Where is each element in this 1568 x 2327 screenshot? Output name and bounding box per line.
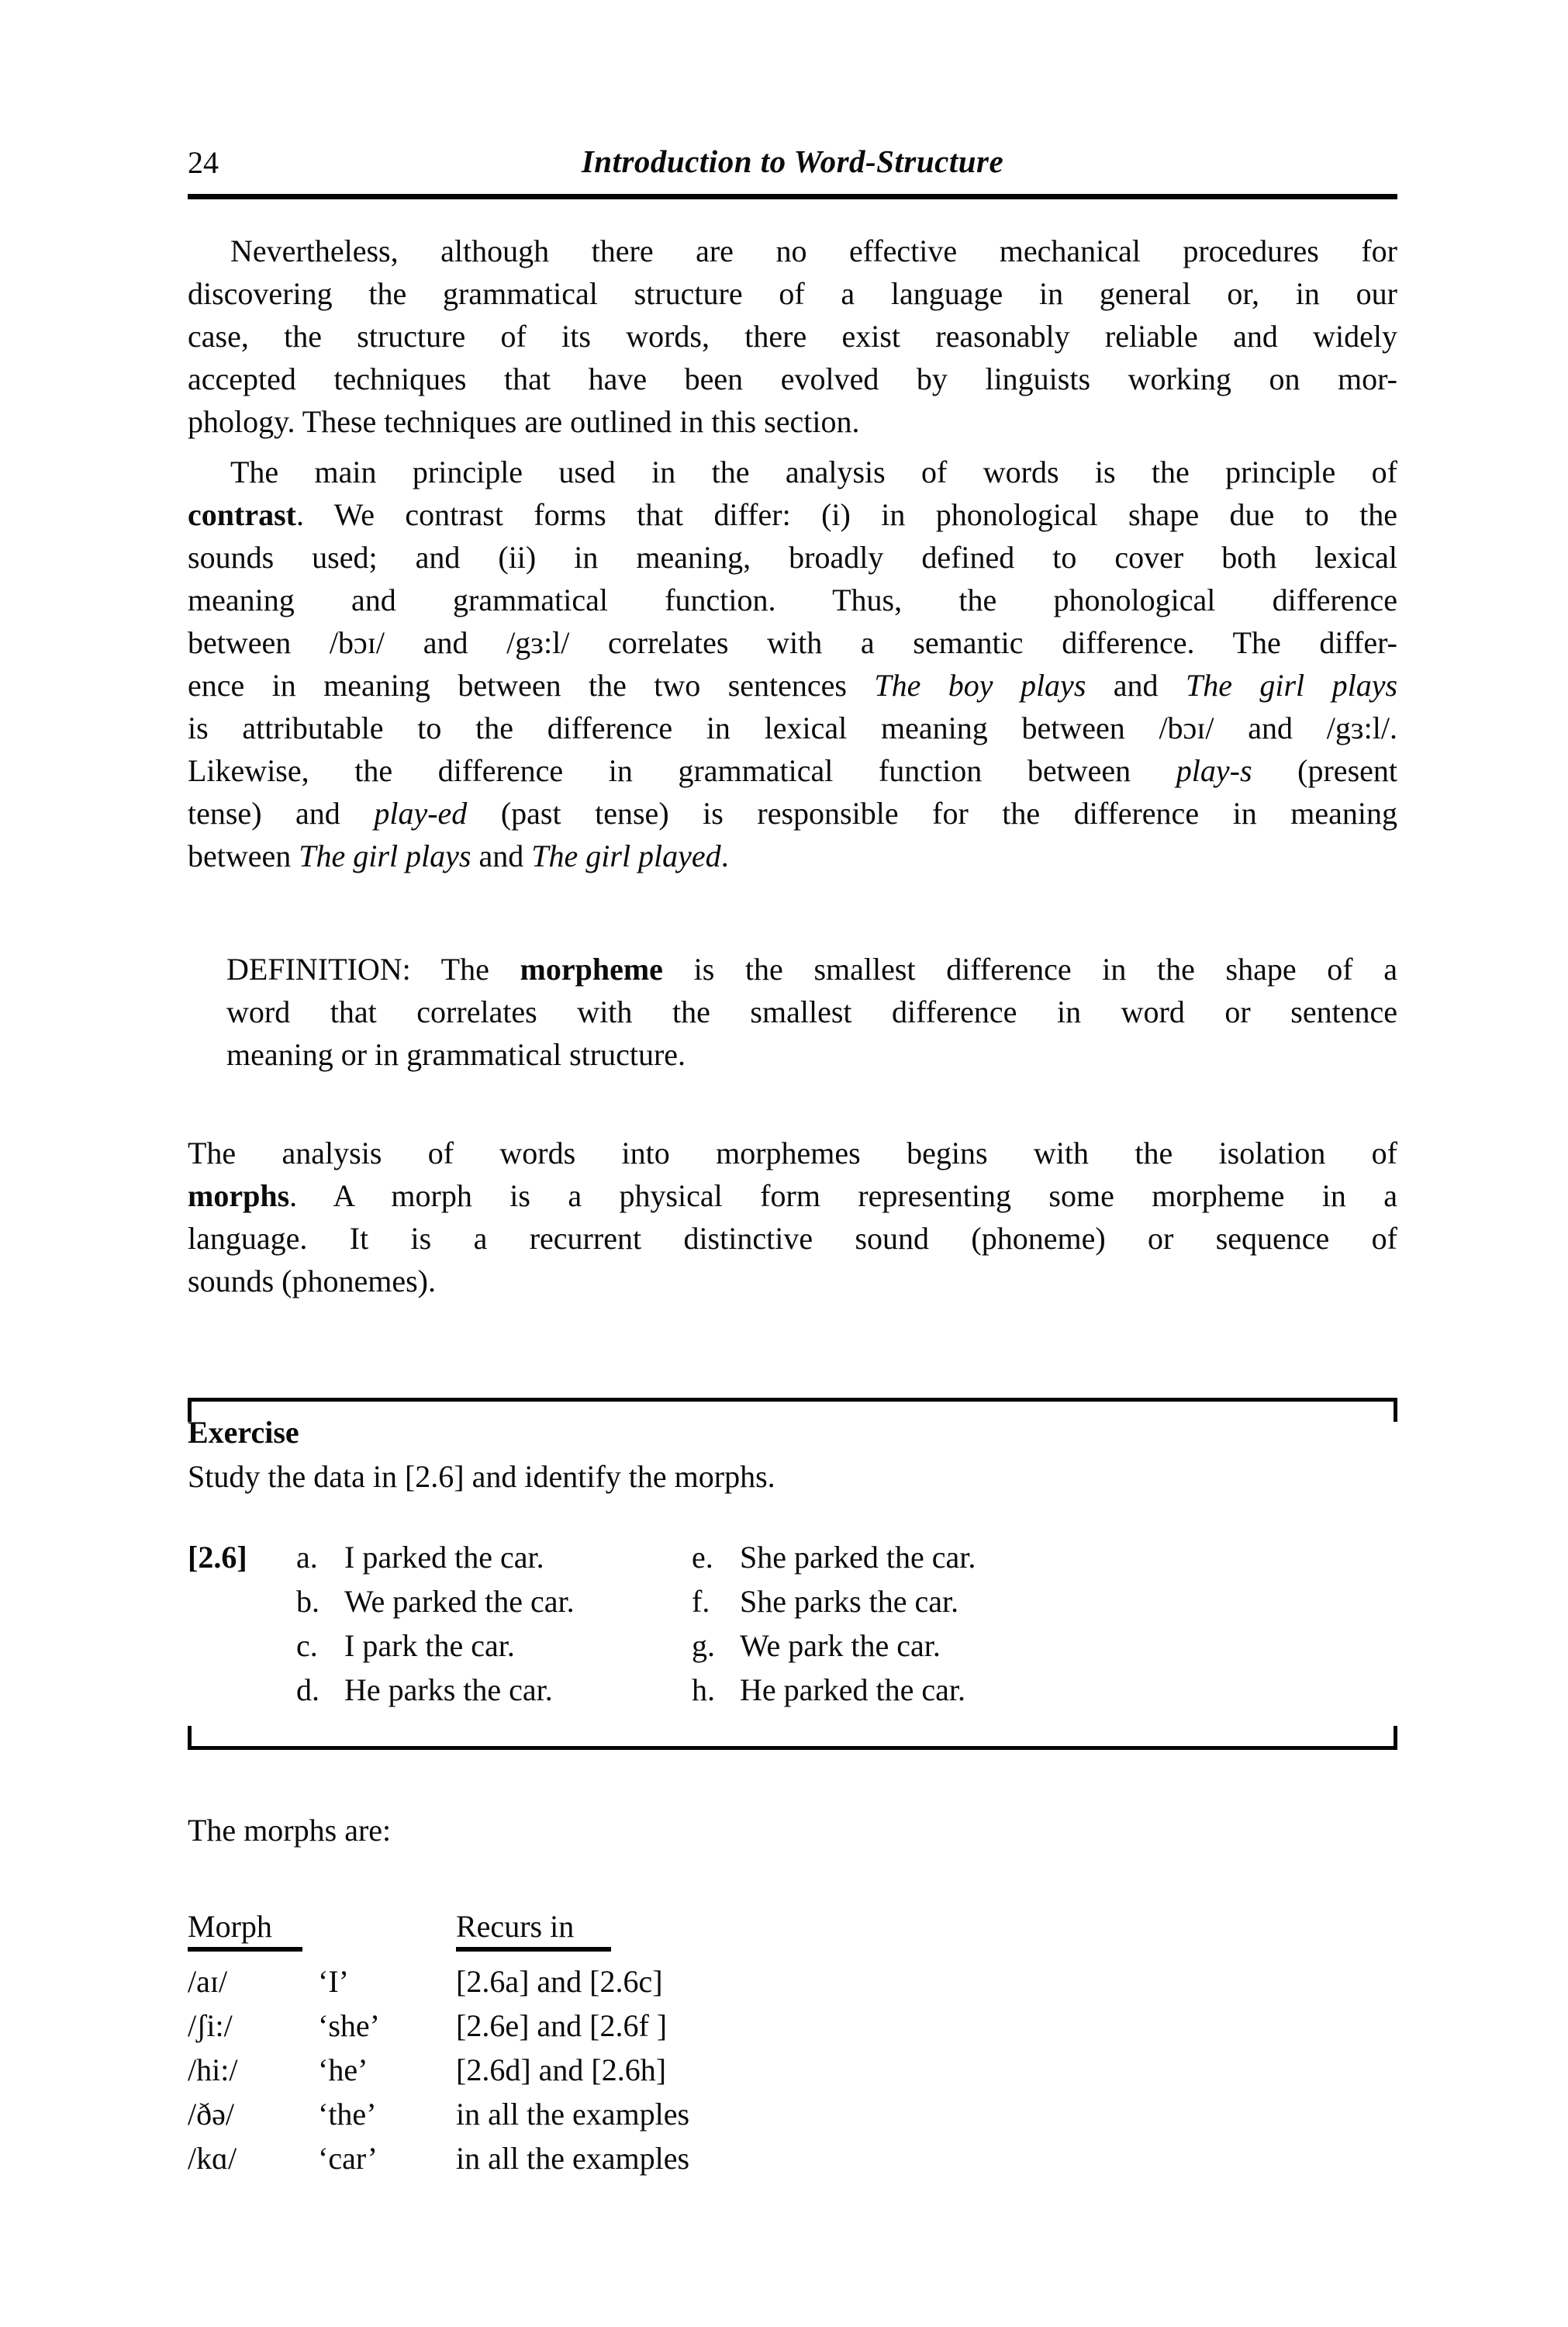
gloss-cell: ‘the’ [318, 2097, 377, 2132]
item-text: She parks the car. [740, 1584, 959, 1619]
text-run: between /bɔɪ/ and /gɜ:l/ correlates with a semantic difference. The differ- [188, 625, 1397, 660]
text-line [188, 451, 1397, 493]
text-run: contrast [188, 497, 296, 532]
text-run: accepted techniques that have been evolved by linguists working on mor- [188, 361, 1397, 396]
box-corner-tick [188, 1726, 192, 1746]
gloss-cell: ‘I’ [318, 1964, 349, 1999]
text-line [188, 493, 1397, 536]
text-run: . We contrast forms that differ: (i) in phonological shape due to the [295, 497, 1397, 532]
morph-table-row [188, 2092, 1397, 2136]
text-run: The main principle used in the analysis of words is the principle of [230, 455, 1397, 489]
text-run: tense) and [188, 796, 375, 831]
text-run: meaning and grammatical function. Thus, the phonological difference [188, 583, 1397, 617]
item-text: I parked the car. [344, 1540, 544, 1575]
text-line [188, 621, 1397, 664]
text-line [226, 948, 1397, 991]
text-run: meaning or in grammatical structure. [226, 1037, 686, 1072]
data-label [188, 1623, 296, 1668]
item-text: I park the car. [344, 1628, 515, 1663]
item-letter: f. [692, 1584, 710, 1619]
morphs-intro: The morphs are: [188, 1813, 392, 1848]
item-text: He parks the car. [344, 1672, 553, 1707]
text-run: The girl plays [299, 838, 471, 873]
item-letter: a. [296, 1540, 318, 1575]
paragraph-contrast [188, 451, 1397, 877]
text-run: Nevertheless, although there are no effective mechanical procedures for [230, 233, 1397, 268]
text-line [188, 272, 1397, 315]
text-line [188, 536, 1397, 579]
text-line [188, 664, 1397, 707]
gloss-cell: ‘he’ [318, 2052, 368, 2087]
text-line [188, 707, 1397, 749]
text-run: The girl played [531, 838, 721, 873]
header-rule [188, 194, 1397, 199]
text-run: The boy plays [874, 668, 1086, 703]
text-run: case, the structure of its words, there exist reasonably reliable and widely [188, 319, 1397, 354]
text-run: and [1086, 668, 1186, 703]
recurs-cell: [2.6d] and [2.6h] [456, 2052, 667, 2087]
morph-table-rows [188, 1959, 1397, 2180]
box-corner-tick [1394, 1402, 1397, 1422]
text-line [188, 400, 1397, 443]
exercise-row [188, 1623, 1397, 1668]
text-run: between [188, 838, 299, 873]
paragraph-morphs [188, 1132, 1397, 1302]
text-run: The girl plays [1185, 668, 1398, 703]
text-line [188, 358, 1397, 400]
morph-table-header [188, 1908, 1397, 1952]
paragraph-intro [188, 230, 1397, 443]
text-run: and [471, 838, 532, 873]
running-title: Introduction to Word-Structure [581, 143, 1004, 179]
morph-table-row [188, 2048, 1397, 2092]
morph-table-row [188, 2136, 1397, 2180]
morph-cell: /ðə/ [188, 2097, 234, 2132]
item-letter: h. [692, 1672, 715, 1707]
text-line [226, 1033, 1397, 1076]
exercise-row [188, 1535, 1397, 1579]
text-line [188, 579, 1397, 621]
exercise-box [188, 1398, 1397, 1750]
item-letter: c. [296, 1628, 318, 1663]
morph-table [188, 1908, 1397, 2180]
morph-cell: /aɪ/ [188, 1964, 228, 1999]
item-letter: g. [692, 1628, 715, 1663]
item-text: He parked the car. [740, 1672, 965, 1707]
exercise-instruction: Study the data in [2.6] and identify the morphs. [188, 1459, 775, 1494]
recurs-cell: [2.6a] and [2.6c] [456, 1964, 663, 1999]
text-run: Likewise, the difference in grammatical function between [188, 753, 1176, 788]
gloss-cell: ‘car’ [318, 2141, 378, 2176]
text-line [188, 315, 1397, 358]
text-line [188, 749, 1397, 792]
recurs-cell: in all the examples [456, 2141, 690, 2176]
text-run: morphs [188, 1178, 290, 1213]
exercise-row [188, 1668, 1397, 1712]
item-text: We parked the car. [344, 1584, 575, 1619]
item-letter: d. [296, 1672, 319, 1707]
morph-column-header [188, 1908, 456, 1952]
morph-cell: /kɑ/ [188, 2141, 237, 2176]
text-line [188, 1174, 1397, 1217]
page-number: 24 [188, 145, 219, 180]
text-run: is the smallest difference in the shape of a [662, 952, 1398, 987]
morph-table-row [188, 2004, 1397, 2048]
text-line [226, 991, 1397, 1033]
text-run: word that correlates with the smallest difference in word or sentence [226, 994, 1397, 1029]
text-line [188, 1217, 1397, 1260]
text-run: (present [1252, 753, 1397, 788]
data-label: [2.6] [188, 1540, 247, 1575]
gloss-cell: ‘she’ [318, 2008, 380, 2043]
data-label [188, 1579, 296, 1623]
morph-cell: /hi:/ [188, 2052, 238, 2087]
text-run: ence in meaning between the two sentences [188, 668, 875, 703]
text-line [188, 835, 1397, 877]
text-run: is attributable to the difference in lexical meaning between /bɔɪ/ and /gɜ:l/. [188, 711, 1397, 745]
recurs-cell: [2.6e] and [2.6f ] [456, 2008, 668, 2043]
morph-header-label: Morph [188, 1908, 302, 1952]
exercise-heading: Exercise [188, 1415, 299, 1450]
recurs-column-header [456, 1908, 1397, 1952]
text-run: (past tense) is responsible for the difference in meaning [467, 796, 1397, 831]
recurs-header-label: Recurs in [456, 1908, 611, 1952]
text-line [188, 1260, 1397, 1302]
text-run: morpheme [520, 952, 663, 987]
recurs-cell: in all the examples [456, 2097, 690, 2132]
text-line [188, 1132, 1397, 1174]
exercise-data-list [188, 1535, 1397, 1712]
text-run: . [720, 838, 729, 873]
exercise-row [188, 1579, 1397, 1623]
definition-block [226, 948, 1397, 1076]
item-letter: b. [296, 1584, 319, 1619]
text-run: DEFINITION: The [226, 952, 520, 987]
text-run: play-ed [374, 796, 468, 831]
data-label [188, 1668, 296, 1712]
text-line [188, 792, 1397, 835]
item-text: She parked the car. [740, 1540, 976, 1575]
text-run: sounds (phonemes). [188, 1264, 436, 1298]
text-run: . A morph is a physical form representing some morpheme in a [289, 1178, 1397, 1213]
box-corner-tick [1394, 1726, 1397, 1746]
item-letter: e. [692, 1540, 713, 1575]
text-line [188, 230, 1397, 272]
text-run: language. It is a recurrent distinctive sound (phoneme) or sequence of [188, 1221, 1397, 1256]
text-run: phology. These techniques are outlined in this section. [188, 404, 860, 439]
morph-table-row [188, 1959, 1397, 2004]
morph-cell: /ʃi:/ [188, 2008, 233, 2043]
text-run: discovering the grammatical structure of a language in general or, in our [188, 276, 1397, 311]
text-run: sounds used; and (ii) in meaning, broadly defined to cover both lexical [188, 540, 1397, 575]
item-text: We park the car. [740, 1628, 941, 1663]
text-run: The analysis of words into morphemes begins with the isolation of [188, 1136, 1397, 1170]
text-run: play-s [1176, 753, 1252, 788]
